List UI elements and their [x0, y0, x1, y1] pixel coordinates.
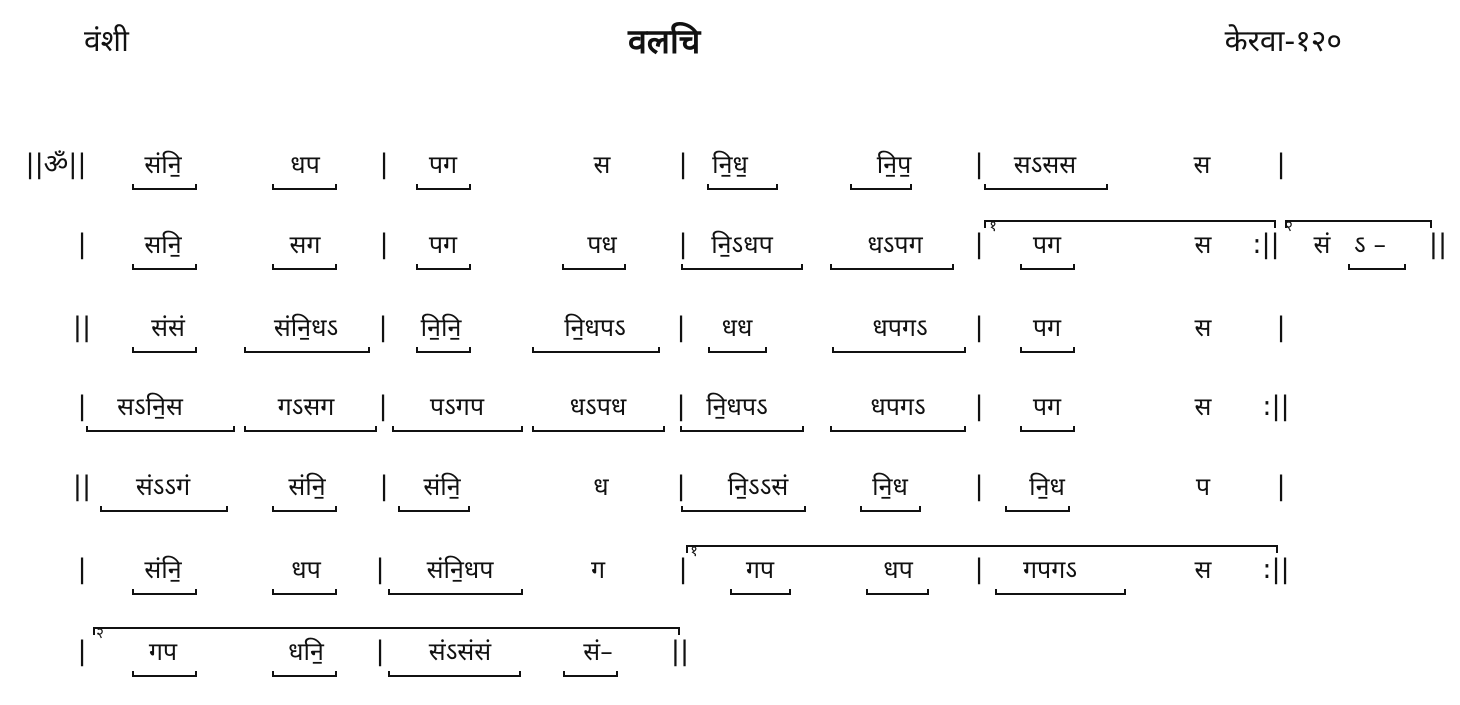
beat-group-underline — [830, 426, 966, 432]
note-group: स — [1194, 555, 1212, 584]
barline: | — [1276, 149, 1286, 180]
beat-group-underline — [562, 264, 626, 270]
beat-group-underline — [681, 506, 806, 512]
beat-group-underline — [860, 506, 921, 512]
beat-group-underline — [100, 506, 228, 512]
double-barline: || — [72, 312, 92, 343]
note-group: गप — [745, 555, 775, 584]
volta-number: १ — [690, 542, 698, 560]
note-group: ध — [593, 472, 609, 501]
note-group: नि॒प॒ — [876, 150, 912, 179]
beat-group-underline — [1020, 347, 1075, 353]
repeat-end-barline: :|| — [1252, 229, 1280, 260]
note-group: ग — [590, 555, 606, 584]
note-group: स — [1194, 230, 1212, 259]
beat-group-underline — [244, 347, 370, 353]
barline: | — [974, 312, 984, 343]
beat-group-underline — [708, 347, 767, 353]
note-group: संनि॒ — [423, 472, 461, 501]
barline: | — [974, 554, 984, 585]
barline: | — [378, 312, 388, 343]
barline: | — [678, 554, 688, 585]
beat-group-underline — [272, 506, 337, 512]
beat-group-underline — [272, 184, 337, 190]
barline: | — [1276, 471, 1286, 502]
barline: | — [974, 229, 984, 260]
beat-group-underline — [392, 426, 523, 432]
barline: | — [379, 229, 389, 260]
note-group: नि॒ध — [872, 472, 908, 501]
note-group: सं — [1313, 230, 1331, 259]
beat-group-underline — [532, 426, 665, 432]
beat-group-underline — [132, 671, 197, 677]
beat-group-underline — [707, 184, 778, 190]
note-group: गपगऽ — [1022, 555, 1078, 584]
beat-group-underline — [532, 347, 660, 353]
barline: | — [77, 229, 87, 260]
barline: | — [379, 149, 389, 180]
note-group: सग — [289, 230, 321, 259]
note-group: धध — [721, 313, 753, 342]
beat-group-underline — [866, 589, 929, 595]
note-group: सऽनि॒स — [117, 392, 183, 421]
volta-bracket — [686, 545, 1278, 553]
barline: | — [77, 391, 87, 422]
beat-group-underline — [398, 506, 470, 512]
beat-group-underline — [832, 347, 966, 353]
double-barline: || — [1428, 229, 1448, 260]
barline: | — [974, 391, 984, 422]
beat-group-underline — [563, 671, 618, 677]
barline: | — [974, 471, 984, 502]
beat-group-underline — [984, 184, 1108, 190]
note-group: धऽपग — [867, 230, 923, 259]
double-barline: || — [72, 471, 92, 502]
note-group: सऽसस — [1013, 150, 1077, 179]
beat-group-underline — [730, 589, 791, 595]
note-group: नि॒धपऽ — [564, 313, 626, 342]
beat-group-underline — [272, 264, 337, 270]
beat-group-underline — [1020, 264, 1075, 270]
barline: | — [378, 391, 388, 422]
barline: | — [678, 149, 688, 180]
note-group: स — [593, 150, 611, 179]
note-group: धपगऽ — [870, 392, 926, 421]
volta-number: २ — [96, 624, 104, 642]
barline: | — [676, 471, 686, 502]
note-group: धप — [883, 555, 913, 584]
note-group: पग — [1032, 392, 1062, 421]
note-group: नि॒ध — [1029, 472, 1065, 501]
repeat-end-barline: :|| — [1262, 554, 1290, 585]
note-group: स — [1194, 313, 1212, 342]
note-group: संनि॒धप — [426, 555, 494, 584]
beat-group-underline — [1348, 264, 1406, 270]
note-group: स — [1194, 392, 1212, 421]
beat-group-underline — [388, 671, 521, 677]
beat-group-underline — [132, 264, 197, 270]
page-title: वलचि — [628, 22, 701, 62]
note-group: संनि॒ — [144, 555, 182, 584]
om-start-barline: ||ॐ|| — [25, 149, 87, 180]
note-group: नि॒धपऽ — [706, 392, 768, 421]
barline: | — [676, 312, 686, 343]
beat-group-underline — [416, 264, 471, 270]
barline: | — [1276, 312, 1286, 343]
barline: | — [676, 391, 686, 422]
beat-group-underline — [1020, 426, 1075, 432]
note-group: धप — [291, 555, 321, 584]
beat-group-underline — [132, 184, 197, 190]
note-group: संनि॒ — [288, 472, 326, 501]
note-group: सनि॒ — [144, 230, 182, 259]
repeat-end-barline: :|| — [1262, 391, 1290, 422]
beat-group-underline — [680, 426, 804, 432]
note-group: संनि॒धऽ — [273, 313, 339, 342]
beat-group-underline — [244, 426, 377, 432]
note-group: धनि॒ — [288, 637, 324, 666]
beat-group-underline — [132, 347, 197, 353]
note-group: संऽऽगं — [135, 472, 191, 501]
note-group: धपगऽ — [872, 313, 928, 342]
beat-group-underline — [850, 184, 912, 190]
note-group: संऽसंसं — [428, 637, 492, 666]
note-group: नि॒ध॒ — [712, 150, 748, 179]
beat-group-underline — [681, 264, 803, 270]
note-group: पग — [1032, 313, 1062, 342]
note-group: पध — [587, 230, 617, 259]
volta-bracket — [1285, 220, 1432, 228]
note-group: पग — [428, 150, 458, 179]
beat-group-underline — [416, 184, 471, 190]
note-group: प — [1195, 472, 1211, 501]
barline: | — [375, 554, 385, 585]
volta-bracket — [93, 627, 680, 635]
beat-group-underline — [132, 589, 197, 595]
beat-group-underline — [86, 426, 235, 432]
beat-group-underline — [272, 671, 337, 677]
barline: | — [77, 636, 87, 667]
note-group: संनि॒ — [144, 150, 182, 179]
note-group: धऽपध — [569, 392, 627, 421]
beat-group-underline — [272, 589, 337, 595]
barline: | — [375, 636, 385, 667]
volta-number: १ — [989, 217, 997, 235]
note-group: ऽ – — [1353, 230, 1387, 259]
barline: | — [77, 554, 87, 585]
volta-number: २ — [1285, 217, 1293, 235]
note-group: पऽगप — [429, 392, 485, 421]
beat-group-underline — [995, 589, 1126, 595]
note-group: गऽसग — [277, 392, 335, 421]
instrument-label: वंशी — [84, 24, 129, 59]
note-group: नि॒नि॒ — [420, 313, 462, 342]
note-group: संसं — [151, 313, 185, 342]
beat-group-underline — [1005, 506, 1070, 512]
double-barline: || — [670, 636, 690, 667]
note-group: नि॒ऽधप — [711, 230, 773, 259]
note-group: पग — [1032, 230, 1062, 259]
barline: | — [678, 229, 688, 260]
note-group: धप — [290, 150, 320, 179]
note-group: नि॒ऽऽसं — [727, 472, 789, 501]
barline: | — [974, 149, 984, 180]
beat-group-underline — [830, 264, 954, 270]
note-group: गप — [148, 637, 178, 666]
note-group: स — [1193, 150, 1211, 179]
volta-bracket — [984, 220, 1276, 228]
note-group: पग — [428, 230, 458, 259]
beat-group-underline — [416, 347, 471, 353]
beat-group-underline — [388, 589, 523, 595]
barline: | — [379, 471, 389, 502]
tala-label: केरवा-१२० — [1224, 24, 1342, 59]
note-group: सं– — [583, 637, 613, 666]
